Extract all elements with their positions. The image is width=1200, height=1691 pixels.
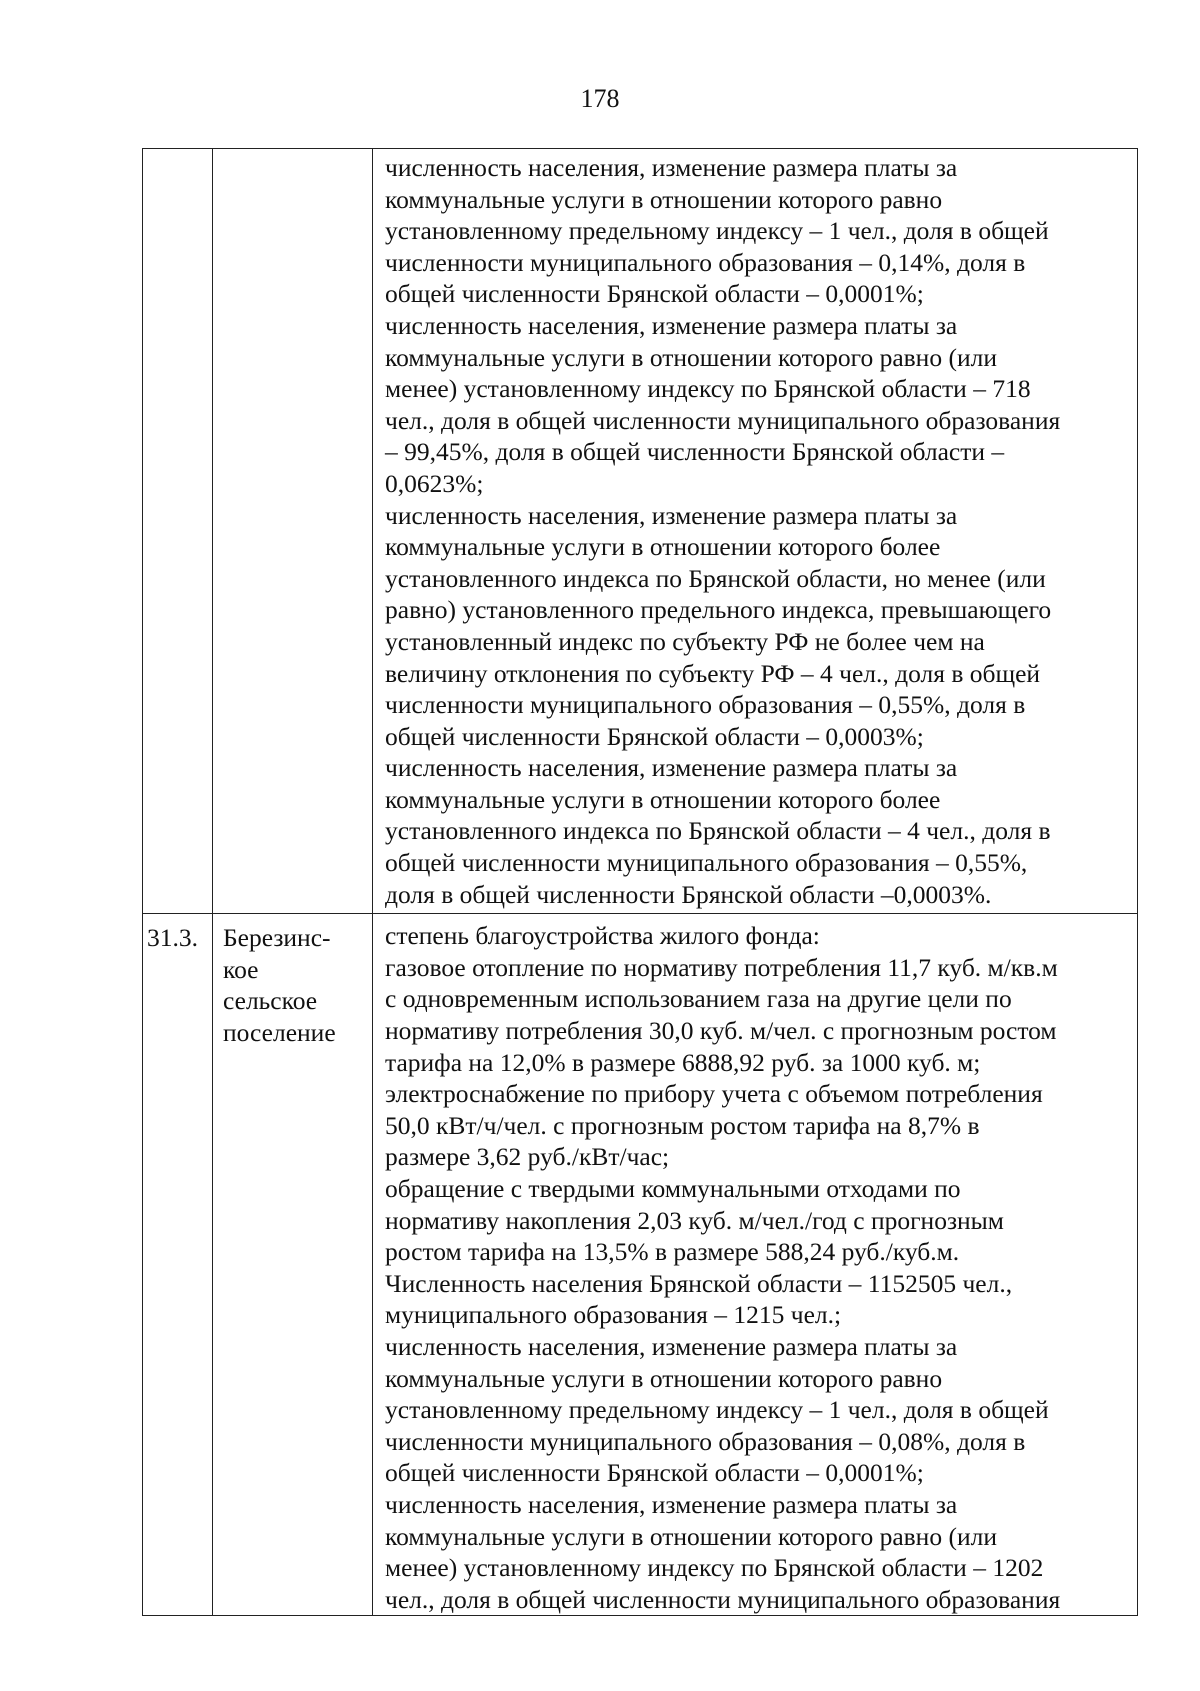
- text-line: численность населения, изменение размера платы за: [385, 1331, 958, 1361]
- description-cell: [373, 914, 1138, 1616]
- text-line: с одновременным использованием газа на другие цели по: [385, 984, 1012, 1014]
- text-line: обращение с твердыми коммунальными отходами по: [385, 1174, 961, 1203]
- settlement-name-line: сельское: [223, 986, 318, 1016]
- table-row: [143, 914, 1138, 1616]
- settlement-name-cell: [213, 149, 373, 914]
- text-line: муниципального образования – 1215 чел.;: [385, 1300, 842, 1330]
- settlement-name-line: Березинс-: [223, 923, 331, 953]
- text-line: ростом тарифа на 13,5% в размере 588,24 руб./куб.м.: [385, 1237, 960, 1267]
- settlement-name-line: кое: [223, 954, 259, 984]
- text-line: чел., доля в общей численности муниципального образования: [385, 1584, 1061, 1614]
- row-number-cell: 31.3.: [143, 914, 213, 1616]
- text-line: общей численности Брянской области – 0,0001%;: [385, 1458, 924, 1488]
- text-line: электроснабжение по прибору учета с объемом потребления: [385, 1079, 1043, 1109]
- text-line: общей численности Брянской области – 0,0001%;: [385, 279, 924, 309]
- text-line: 0,0623%;: [385, 468, 484, 498]
- text-line: нормативу потребления 30,0 куб. м/чел. с прогнозным ростом: [385, 1016, 1057, 1046]
- text-line: доля в общей численности Брянской области –0,0003%.: [385, 879, 992, 909]
- text-line: коммунальные услуги в отношении которого равно: [385, 1363, 943, 1393]
- text-line: менее) установленному индексу по Брянской области – 718: [385, 374, 1031, 404]
- description-cell: [373, 149, 1138, 914]
- text-line: Численность населения Брянской области – 1152505 чел.,: [385, 1268, 1013, 1298]
- text-line: установленного индекса по Брянской области, но менее (или: [385, 563, 1046, 593]
- text-line: коммунальные услуги в отношении которого более: [385, 784, 941, 814]
- text-line: коммунальные услуги в отношении которого более: [385, 532, 941, 562]
- text-line: общей численности Брянской области – 0,0003%;: [385, 721, 924, 751]
- text-line: численности муниципального образования – 0,55%, доля в: [385, 690, 1026, 720]
- settlement-name-line: поселение: [223, 1018, 336, 1048]
- text-line: степень благоустройства жилого фонда:: [385, 921, 820, 951]
- text-line: численность населения, изменение размера платы за: [385, 1489, 958, 1519]
- text-line: газовое отопление по нормативу потребления 11,7 куб. м/кв.м: [385, 952, 1058, 982]
- text-line: численность населения, изменение размера платы за: [385, 153, 958, 182]
- text-line: коммунальные услуги в отношении которого равно: [385, 184, 943, 214]
- text-line: 50,0 кВт/ч/чел. с прогнозным ростом тарифа на 8,7% в: [385, 1110, 980, 1140]
- text-line: установленного индекса по Брянской области – 4 чел., доля в: [385, 816, 1051, 846]
- text-line: общей численности муниципального образования – 0,55%,: [385, 848, 1028, 878]
- text-line: равно) установленного предельного индекса, превышающего: [385, 595, 1052, 625]
- text-line: численность населения, изменение размера платы за: [385, 753, 958, 783]
- text-line: численности муниципального образования – 0,14%, доля в: [385, 247, 1026, 277]
- text-line: численности муниципального образования – 0,08%, доля в: [385, 1426, 1026, 1456]
- text-line: величину отклонения по субъекту РФ – 4 чел., доля в общей: [385, 658, 1041, 688]
- settlement-name-cell: [213, 914, 373, 1616]
- text-line: установленному предельному индексу – 1 чел., доля в общей: [385, 1395, 1049, 1425]
- text-line: коммунальные услуги в отношении которого равно (или: [385, 342, 997, 372]
- table-row: [143, 149, 1138, 914]
- text-line: численность населения, изменение размера платы за: [385, 500, 958, 530]
- text-line: нормативу накопления 2,03 куб. м/чел./год с прогнозным: [385, 1205, 1004, 1235]
- row-number-cell: [143, 149, 213, 914]
- text-line: – 99,45%, доля в общей численности Брянской области –: [385, 437, 1005, 467]
- text-line: численность населения, изменение размера платы за: [385, 310, 958, 340]
- text-line: менее) установленному индексу по Брянской области – 1202: [385, 1553, 1044, 1583]
- text-line: коммунальные услуги в отношении которого равно (или: [385, 1521, 997, 1551]
- document-table: [142, 148, 1138, 1616]
- text-line: размере 3,62 руб./кВт/час;: [385, 1142, 670, 1172]
- text-line: установленный индекс по субъекту РФ не более чем на: [385, 626, 985, 656]
- page-number: 178: [580, 84, 620, 113]
- text-line: установленному предельному индексу – 1 чел., доля в общей: [385, 216, 1049, 246]
- text-line: тарифа на 12,0% в размере 6888,92 руб. за 1000 куб. м;: [385, 1047, 981, 1077]
- text-line: чел., доля в общей численности муниципального образования: [385, 405, 1061, 435]
